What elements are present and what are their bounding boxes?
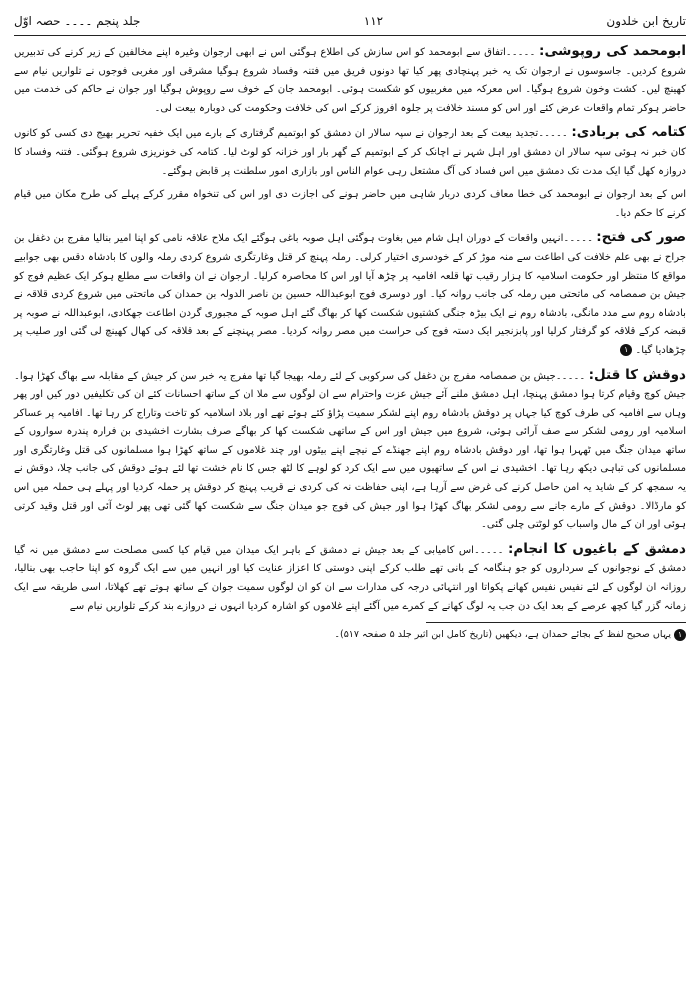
section-pardon <box>14 186 686 223</box>
section-heading: کتامہ کی بربادی: <box>571 124 686 141</box>
section-text: ۔۔۔۔۔تجدید بیعت کے بعد ارجوان نے سپہ سالار ان دمشق کو ابوتمیم گرفتاری کے بارے میں ایک خفیہ تحریر بھیج دی کسی کو کانوں کان خبر نہ ہوئی سپہ سالار ان دمشق اور اہل شہر نے اچانک کر کے ابوتمیم کے گھر بار اور خزانہ کو لوٹ لیا۔ کتامہ کی خونریزی شروع ہوگئی۔ فتنہ وفساد کا دروازہ کھل گیا ایک مدت تک دمشق میں اس فساد کی آگ مشتعل رہی عوام الناس اور بازاری امور سلطنت پر قابض ہوگئے۔ <box>14 128 686 177</box>
section-heading: دوقش کا قتل: <box>588 366 686 383</box>
page-header <box>14 10 686 32</box>
section-heading: دمشق کے باغیوں کا انجام: <box>507 540 686 557</box>
footnote-marker[interactable]: ۱ <box>620 344 632 356</box>
footnote <box>14 627 686 642</box>
section-text: اس کے بعد ارجوان نے ابومحمد کی خطا معاف کردی دربار شاہی میں حاضر ہونے کی اجازت دی اور اس کی تنخواہ مقرر کرکے پہلے کی طرح مکان میں قیام کرنے کا حکم دیا۔ <box>14 189 686 219</box>
section-tyre <box>14 228 686 360</box>
footnote-rule <box>426 622 686 623</box>
volume-section: جلد پنجم ۔۔۔۔ حصہ اوّل <box>14 14 141 28</box>
section-abu-muhammad <box>14 42 686 118</box>
page-body <box>14 42 686 616</box>
header-rule <box>14 35 686 36</box>
section-text: ۔۔۔۔۔انہیں واقعات کے دوران اہل شام میں بغاوت ہوگئی اہل صوبہ باغی ہوگئے ایک ملاح علاقہ نامی کو اپنا امیر بنالیا مفرج بن دغفل بن جراح نے بھی علم خلافت کی اطاعت سے منہ موڑ کر کے خودسری اختیار کرلی۔ رملہ پہنچ کر قتل وغارتگری شروع کردی رملہ والوں کا بادشاہ دقس بھی جوابیے مواقع کا منتظر اور حکومت اسلامیہ کا ہزار رقیب تھا قلعہ افامیہ پر چڑھ آیا اور اس کا محاصرہ کرلیا۔ ارجوان نے ان واقعات سے مطلع ہوکر ایک عظیم فوج کو جیش بن صمصامہ کی ماتحتی میں رملہ کی جانب روانہ کیا۔ اور دوسری فوج ابوعبداللہ حسین بن ناصر الدولہ بن حمدان کی ماتحتی میں شروع کردی قلاقہ نے بادشاہ روم سے مدد مانگی، بادشاہ روم نے ایک بیڑہ جنگی کشتیوں شکست کھا کر بھاگ گئے اہل صوبہ کے مجبوری گردن اطاعت جھکادی، ابوعبداللہ نے صوبہ پر قبضہ کرکے قلاقہ کو گرفتار کرلیا اور پابزنجیر ایک دستہ فوج کی حراست میں مصر روانہ کردیا۔ مصر پہنچنے کے بعد قلاقہ کی کھال کھینچ لی گئی اور صلیب پر چڑھادیا گیا۔ <box>14 233 686 356</box>
footnote-number: ۱ <box>674 629 686 641</box>
section-dukas <box>14 366 686 535</box>
section-text: ۔۔۔۔۔اس کامیابی کے بعد جیش نے دمشق کے باہر ایک میدان میں قیام کیا کسی مصلحت سے دمشق میں نہ گیا دمشق کے نوجوانوں کے سرداروں کو جو ہنگامہ کے بانی تھے طلب کرکے اپنی دوستی کا اعزاز عنایت کیا اور انہیں میں سے ایک گروہ کو اپنا حاجب بھی بنالیا، روزانہ ان لوگوں کے لئے نفیس نفیس کھانے پکواتا اور انتہائی درجہ کی مدارات سے ان کو ان لوگوں سمیت جوان کے ساتھ ہوتے تھے کھلاتا، اسی طریقہ سے ایک زمانہ گزر گیا کچھ عرصے کے بعد ایک دن جب یہ لوگ کھانے کے کمرے میں آگئے اپنے غلاموں کو اشارہ کردیا انہوں نے دروازے بند کرکے تلواریں نیام سے <box>14 544 686 612</box>
section-heading: ابومحمد کی روپوشی: <box>539 43 686 59</box>
book-title: تاریخ ابن خلدون <box>606 14 686 28</box>
section-text: ۔۔۔۔۔جیش بن صمصامہ مفرج بن دغفل کی سرکوبی کے لئے رملہ بھیجا گیا تھا مفرج یہ خبر سن کر جیش کے مقابلہ سے بھاگ کھڑا ہوا۔ جیش کوچ وقیام کرتا ہوا دمشق پہنچا، اہل دمشق ملنے آئے جیش عزت واحترام سے ان لوگوں سے ملا ان کے ساتھ احسانات کئے ان کی تکلیفیں دور کیں اور پھر وہاں سے افامیہ کی طرف کوچ کیا جہاں پر دوقش بادشاہ روم اپنے لشکر سمیت پڑاؤ کئے ہوئے تھے اور بلاد اسلامیہ کو تاخت وتاراج کر رہا تھا۔ افامیہ پر عساکر اسلامیہ اور رومی لشکر سے صف آرائی ہوئی، شروع میں جیش اور اس کے ساتھی شکست کھا کر بھاگے صرف بشارت اخشیدی بن فرارہ پندرہ سواروں کے ساتھ میدان جنگ میں ٹھہرا ہوا تھا، اور دوقش بادشاہ روم اپنے جھنڈے کے نیچے اپنے بیٹوں اور چند غلاموں کے ساتھ کھڑا ہوا مسلمانوں کی قتل وغارتگری اور مسلمانوں کی تباہی دیکھ رہا تھا۔ اخشیدی نے اس کے ساتھیوں میں سے ایک کرد کو لوہے کا لٹھ جس کا نام خشت تھا لئے ہوئے دوقش کی جانب چلا، دوقش نے یہ سمجھ کر کے شاید یہ امن حاصل کرنے کی غرض سے آرہا ہے، اپنی حفاظت نہ کی کردی نے قریب پہنچ کر دوقش پر حملہ کردیا اور پہلے ہی حملہ میں اس کو مارڈالا۔ دوقش کے مارے جانے سے رومی لشکر بھاگ کھڑا ہوا اور جیش کی فوج جو میدان جنگ سے شکست کھا گئی تھی پھر لوٹ آئی اور قتل وقید کرتی ہوئی اور ان کے مال واسباب کو لوٹتی چلی گئی۔ <box>14 370 686 531</box>
section-heading: صور کی فتح: <box>596 229 686 246</box>
section-damascus <box>14 540 686 616</box>
section-text: ۔۔۔۔۔اتفاق سے ابومحمد کو اس سازش کی اطلاع ہوگئی اس نے ابھی ارجوان وغیرہ اپنے مخالفین کے زیر کرنے کی تدبیریں شروع کردیں۔ جاسوسوں نے ارجوان تک یہ خبر پہنچادی پھر کیا تھا دونوں فریق میں فتنہ وفساد شروع ہوگیا مشرقی اور مغربی فوجوں نے تلواریں نیام سے کھینچ لیں۔ کشت وخون شروع ہوگیا۔ اس معرکہ میں مغربیوں کو شکست ہوئی۔ ابومحمد جان کے خوف سے روپوش ہوگیا اور جوان نے حاکم کی خدمت میں حاضر ہوکر تمام واقعات عرض کئے اور اس کو مسند خلافت پر جلوہ افروز کرکے اس کی خلافت وحکومت کی دوبارہ بیعت لی۔ <box>14 47 686 114</box>
page-number: ۱۱۲ <box>363 14 384 28</box>
section-kutama <box>14 123 686 181</box>
footnote-text: یہاں صحیح لفظ کے بجائے حمدان ہے، دیکھیں (تاریخ کامل ابن اثیر جلد ۵ صفحہ ۵۱۷)۔ <box>334 629 671 641</box>
